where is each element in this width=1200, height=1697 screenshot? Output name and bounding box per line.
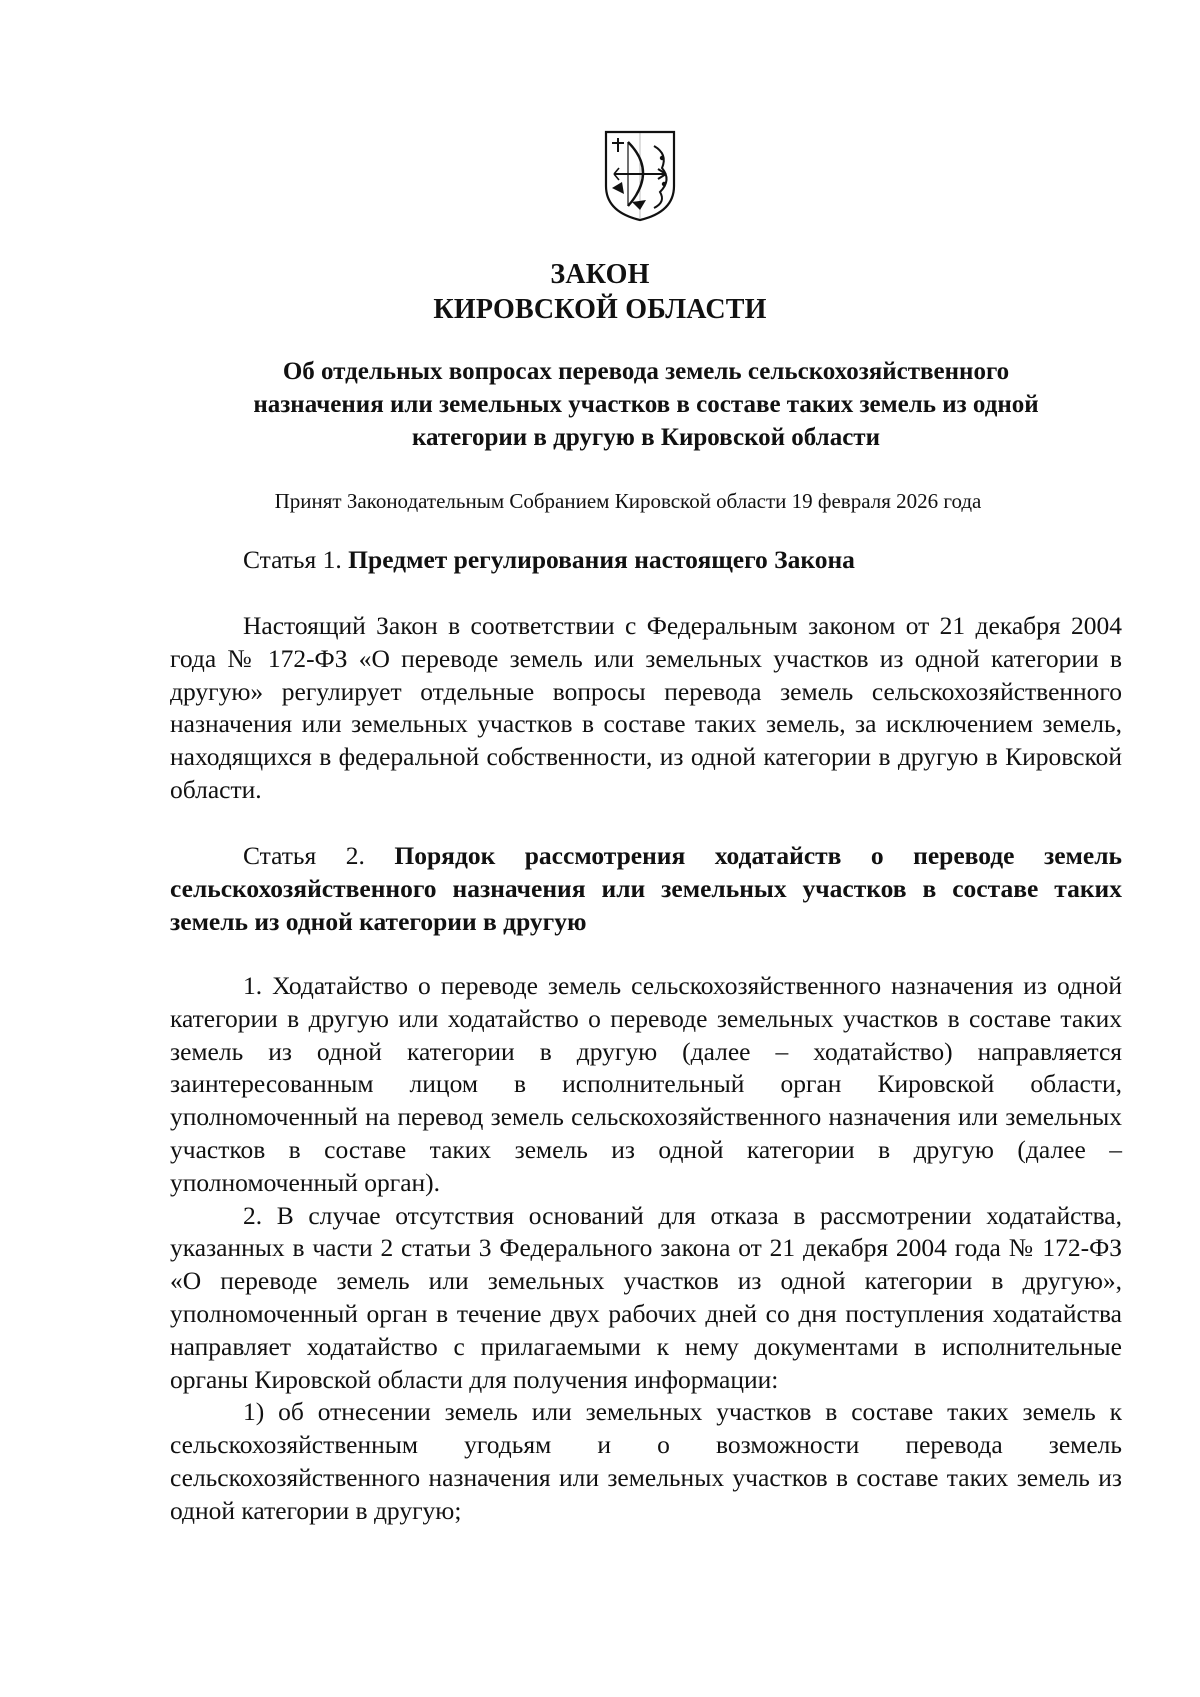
- subject-line: назначения или земельных участков в составе таких земель из одной: [253, 391, 1039, 418]
- article-1-paragraph: Настоящий Закон в соответствии с Федеральным законом от 21 декабря 2004 года № 172-ФЗ «О переводе земель или земельных участков из одной категории в другую» регулирует отдельные вопросы перевода земель сельскохозяйственного назначения или земельных участков в составе таких земель, за исключением земель, находящихся в федеральной собственности, из одной категории в другую в Кировской области.: [170, 611, 1122, 804]
- article-2-paragraph: 1. Ходатайство о переводе земель сельскохозяйственного назначения из одной категории в другую или ходатайство о переводе земельных участков в составе таких земель из одной категории в другую (далее – ходатайство) направляется заинтересованным лицом в исполнительный орган Кировской области, уполномоченный на перевод земель сельскохозяйственного назначения или земельных участков в составе таких земель из одной категории в другую (далее – уполномоченный орган).: [170, 971, 1122, 1197]
- article-2-prefix: Статья 2.: [243, 841, 395, 870]
- article-1-heading: [170, 544, 1122, 577]
- coat-of-arms-icon: [602, 128, 678, 224]
- subject-line: категории в другую в Кировской области: [411, 424, 880, 451]
- region-heading: КИРОВСКОЙ ОБЛАСТИ: [433, 294, 767, 325]
- article-1-body: [170, 610, 1122, 807]
- article-2-heading: [170, 840, 1122, 938]
- article-2-paragraph: 2. В случае отсутствия оснований для отказа в рассмотрении ходатайства, указанных в части 2 статьи 3 Федерального закона от 21 декабря 2004 года № 172-ФЗ «О переводе земель или земельных участков из одной категории в другую», уполномоченный орган в течение двух рабочих дней со дня поступления ходатайства направляет ходатайство с прилагаемыми к нему документами в исполнительные органы Кировской области для получения информации:: [170, 1200, 1122, 1394]
- law-heading: ЗАКОН: [550, 259, 650, 290]
- law-subject-title: [186, 355, 1106, 454]
- article-1-prefix: Статья 1.: [243, 545, 349, 574]
- article-2-body: [170, 970, 1122, 1528]
- article-2-paragraph: 1) об отнесении земель или земельных участков в составе таких земель к сельскохозяйственным угодьям и о возможности перевода земель сельскохозяйственного назначения или земельных участков в составе таких земель из одной категории в другую;: [170, 1397, 1122, 1525]
- article-1-title: Предмет регулирования настоящего Закона: [348, 545, 855, 574]
- subject-line: Об отдельных вопросах перевода земель сельскохозяйственного: [282, 358, 1010, 385]
- article-2-title: Порядок рассмотрения ходатайств о переводе земель сельскохозяйственного назначения или земельных участков в составе таких земель из одной категории в другую: [170, 841, 1123, 936]
- adoption-note: Принят Законодательным Собранием Кировской области 19 февраля 2026 года: [274, 489, 982, 513]
